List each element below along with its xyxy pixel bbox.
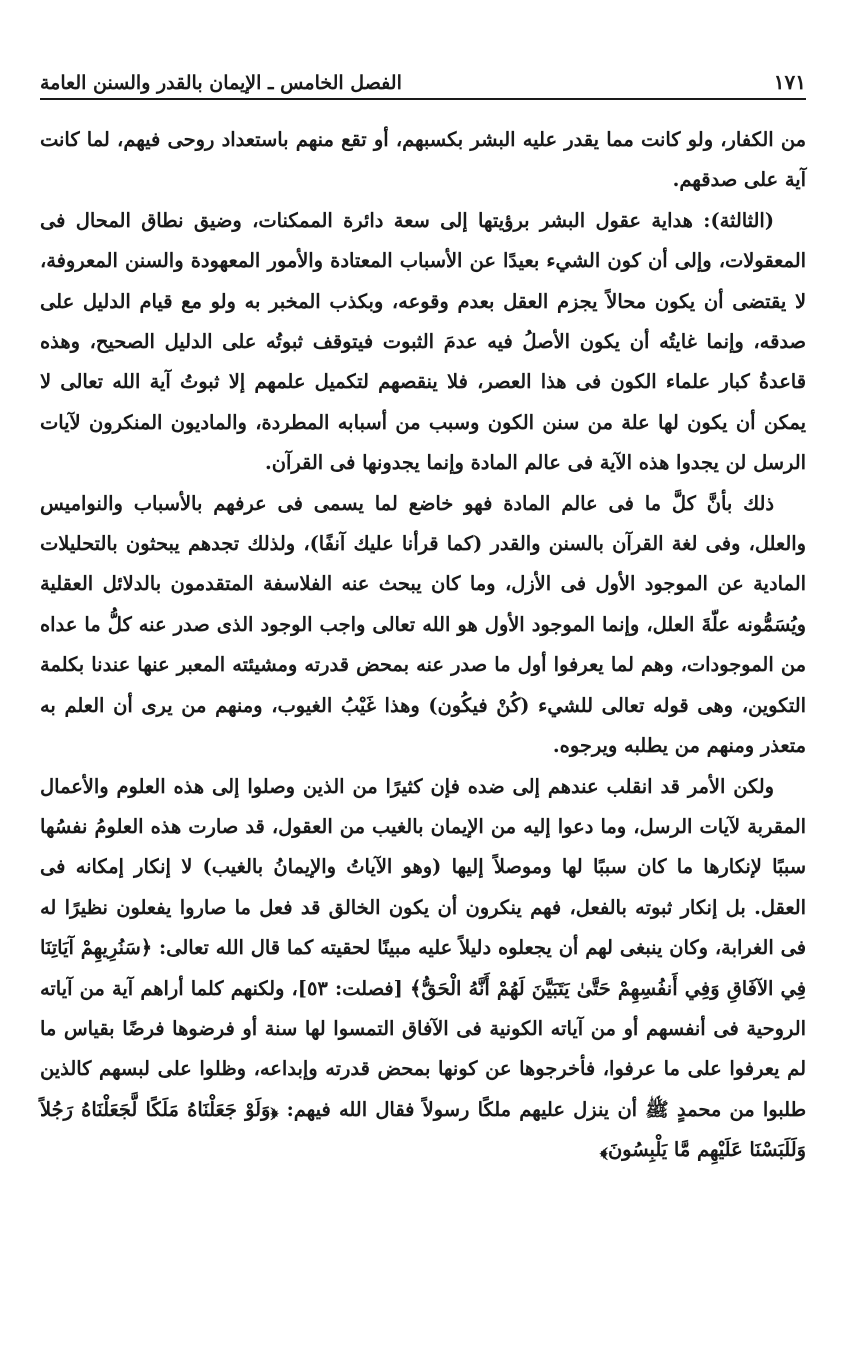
paragraph-text: ذلك بأنَّ كلَّ ما فى عالم المادة فهو خاضع لما يسمى فى عرفهم بالأسباب والنواميس والعلل، وفى لغة القرآن بالسنن والقدر (كما قرأنا عليك آنفًا)، ولذلك تجدهم يبحثون بالتحليلات المادية عن الموجود الأول فى الأزل، وما كان يبحث عنه الفلاسفة المتقدمون بالدلائل العقلية ويُسَمُّونه علّةَ العلل، وإنما الموجود الأول هو الله تعالى واجب الوجود الذى صدر عنه كلُّ ما عداه من الموجودات، وهم لما يعرفوا أول ما صدر عنه بمحض قدرته ومشيئته المعبر عنها عندنا بكلمة التكوين، وهى قوله تعالى للشيء (كُنْ فيكُون) وهذا غَيْبُ الغيوب، ومنهم من يرى أن العلم به متعذر ومنهم من يطلبه ويرجوه. xyxy=(40,491,806,758)
paragraph-third-point xyxy=(40,201,806,484)
paragraph-text: ولكن الأمر قد انقلب عندهم إلى ضده فإن كثيرًا من الذين وصلوا إلى هذه العلوم والأعمال المقربة لآيات الرسل، وما دعوا إليه من الإيمان بالغيب من العقول، قد صارت هذه العلومُ نفسُها سببًا لإنكارها ما كان سببًا لها وموصلاً إليها (وهو الآياتُ والإيمانُ بالغيب) لا إنكار إمكانه فى العقل. بل إنكار ثبوته بالفعل، فهم ينكرون أن يكون الخالق قد فعل ما صاروا يفعلون نظيرًا له فى الغرابة، وكان ينبغى لهم أن يجعلوه دليلاً عليه مبينًا لحقيته كما قال الله تعالى: xyxy=(40,774,807,960)
paragraph xyxy=(40,767,806,1171)
paragraph-text: هداية عقول البشر برؤيتها إلى سعة دائرة الممكنات، وضيق نطاق المحال فى المعقولات، وإلى أن كون الشيء بعيدًا عن الأسباب المعتادة والأمور المعهودة والسنن المعروفة، لا يقتضى أن يكون محالاً يجزم العقل بعدم وقوعه، وبكذب المخبر به ولو مع قيام الدليل على صدقه، وإنما غايتُه أن يكون الأصلُ فيه عدمَ الثبوت فيتوقف ثبوتُه على الدليل الصحيح، وهذه قاعدةُ كبار علماء الكون فى هذا العصر، فلا ينقصهم لتكميل علمهم إلا ثبوتُ آية الله تعالى لا يمكن أن يكون لها علة من سنن الكون وسبب من أسبابه المطردة، والماديون المنكرون لآيات الرسل لن يجدوا هذه الآية فى عالم المادة وإنما يجدونها فى القرآن. xyxy=(40,208,806,475)
paragraph xyxy=(40,484,806,767)
quran-verse: ﴿سَنُرِيهِمْ آيَاتِنَا فِي الآفَاقِ وَفِي أَنفُسِهِمْ حَتَّىٰ يَتَبَيَّنَ لَهُمْ أَنَّهُ الْحَقُّ﴾ xyxy=(40,936,806,1000)
running-header xyxy=(40,58,806,94)
page-number: ١٧١ xyxy=(773,70,806,94)
paragraph-text: من الكفار، ولو كانت مما يقدر عليه البشر بكسبهم، أو تقع منهم باستعداد روحى فيهم، لما كانت آية على صدقهم. xyxy=(40,128,806,192)
point-label: (الثالثة): xyxy=(703,208,774,232)
quran-verse: ﴿وَلَوْ جَعَلْنَاهُ مَلَكًا لَّجَعَلْنَاهُ رَجُلاً وَلَلَبَسْنَا عَلَيْهِم مَّا يَلْبِسُونَ﴾ xyxy=(40,1097,806,1162)
body-text xyxy=(40,120,806,1171)
paragraph-continued xyxy=(40,120,806,201)
chapter-title: الفصل الخامس ـ الإيمان بالقدر والسنن العامة xyxy=(40,72,402,94)
header-rule xyxy=(40,98,806,100)
paragraph-text: [فصلت: ٥٣]، ولكنهم كلما أراهم آية من آياته الروحية فى أنفسهم أو من آياته الكونية فى الآفاق التمسوا لها سنة أو فرضوها فرضًا بقياس ما لم يعرفوا على ما عرفوا، فأخرجوها عن كونها بمحض قدرته وإبداعه، وظلوا على لبسهم كالذين طلبوا من محمدٍ ﷺ أن ينزل عليهم ملكًا رسولاً فقال الله فيهم: xyxy=(40,976,807,1121)
